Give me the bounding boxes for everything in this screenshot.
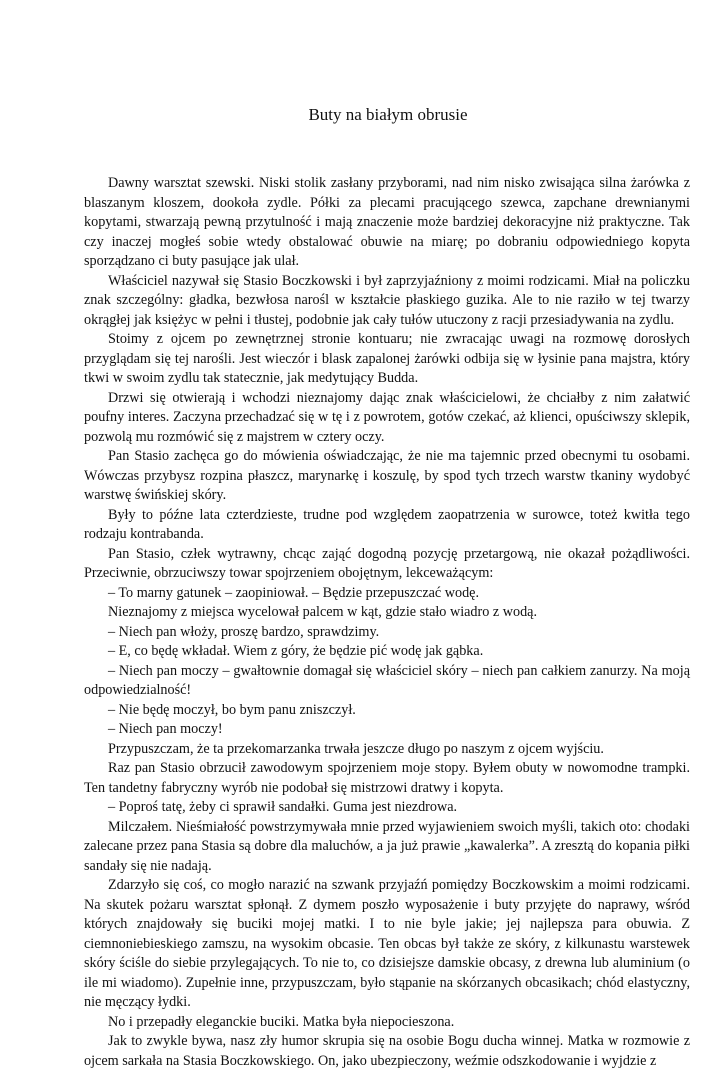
paragraph: Zdarzyło się coś, co mogło narazić na szwank przyjaźń pomiędzy Boczkowskim a moimi rodzicami. Na skutek pożaru warsztat spłonął. Z dymem poszło wyposażenie i buty przyjęte do naprawy, wśród których znajdowały się buciki mojej matki. I to nie byle jakie; jej najlepsza para obuwia. Z ciemnoniebieskiego zamszu, na wysokim obcasie. Ten obcas był także ze skóry, z kilkunastu warstewek skóry ściśle do siebie przylegających. To nie to, co dzisiejsze damskie obcasy, z drewna lub aluminium (o ile mi wiadomo). Zupełnie inne, przypuszczam, było stąpanie na skórzanych obcasikach; chód elastyczny, nie męczący łydki.: [84, 877, 690, 1010]
paragraph: Pan Stasio zachęca go do mówienia oświadczając, że nie ma tajemnic przed obecnymi tu osobami. Wówczas przybysz rozpina płaszcz, marynarkę i koszulę, by spod tych trzech warstw tkaniny wydobyć warstwę świńskiej skóry.: [84, 448, 690, 503]
dialogue-line: – To marny gatunek – zaopiniował. – Będzie przepuszczać wodę.: [108, 584, 480, 601]
dialogue-line: – Niech pan moczy!: [108, 721, 223, 737]
dialogue-line: – Niech pan włoży, proszę bardzo, sprawdzimy.: [108, 623, 380, 640]
paragraph: Były to późne lata czterdzieste, trudne pod względem zaopatrzenia w surowce, toteż kwitła tego rodzaju kontrabanda.: [84, 506, 690, 542]
document-body: [84, 174, 690, 1071]
dialogue-line: – E, co będę wkładał. Wiem z góry, że będzie pić wodę jak gąbka.: [108, 643, 484, 659]
dialogue-line: – Nie będę moczył, bo bym panu zniszczył.: [108, 701, 356, 718]
paragraph: Dawny warsztat szewski. Niski stolik zasłany przyborami, nad nim nisko zwisająca silna żarówka z blaszanym kloszem, dookoła zydle. Półki za plecami pracującego szewca, zapchane drewnianymi kopytami, stwarzają pewną przytulność i mają znaczenie może bardziej dekoracyjne niż praktyczne. Tak czy inaczej mogłeś sobie wtedy obstalować obuwie na miarę; po dobraniu odpowiedniego kopyta sporządzano ci buty pasujące jak ulał.: [84, 175, 690, 269]
paragraph: Drzwi się otwierają i wchodzi nieznajomy dając znak właścicielowi, że chciałby z nim załatwić poufny interes. Zaczyna przechadzać się w tę i z powrotem, gotów czekać, aż klienci, opuściwszy sklepik, pozwolą mu rozmówić się z majstrem w cztery oczy.: [84, 389, 690, 445]
dialogue-line: – Niech pan moczy – gwałtownie domagał się właściciel skóry – niech pan całkiem zanurzy. Na moją odpowiedzialność!: [84, 662, 690, 698]
paragraph: Przypuszczam, że ta przekomarzanka trwała jeszcze długo po naszym z ojcem wyjściu.: [108, 740, 604, 757]
paragraph: Pan Stasio, człek wytrawny, chcąc zająć dogodną pozycję przetargową, nie okazał pożądliwości. Przeciwnie, obrzuciwszy towar spojrzeniem obojętnym, lekceważącym:: [84, 545, 690, 581]
paragraph: Jak to zwykle bywa, nasz zły humor skrupia się na osobie Bogu ducha winnej. Matka w rozmowie z ojcem sarkała na Stasia Boczkowskiego. On, jako ubezpieczony, weźmie odszkodowanie i wyjdzie z: [84, 1033, 690, 1069]
paragraph: No i przepadły eleganckie buciki. Matka była niepocieszona.: [108, 1013, 455, 1030]
document-title: Buty na białym obrusie: [308, 105, 468, 124]
paragraph: Nieznajomy z miejsca wycelował palcem w kąt, gdzie stało wiadro z wodą.: [108, 604, 538, 620]
paragraph: Właściciel nazywał się Stasio Boczkowski i był zaprzyjaźniony z moimi rodzicami. Miał na policzku znak szczególny: gładka, bezwłosa narośl w kształcie płaskiego guzika. Ale to nie raziło w tej twarzy okrągłej jak księżyc w pełni i tłustej, podobnie jak cały tułów utuczony z racji przesiadywania na zydlu.: [84, 272, 690, 328]
paragraph: Raz pan Stasio obrzucił zawodowym spojrzeniem moje stopy. Byłem obuty w nowomodne trampki. Ten tandetny fabryczny wyrób nie podobał się mistrzowi dratwy i kopyta.: [84, 760, 690, 796]
dialogue-line: – Poproś tatę, żeby ci sprawił sandałki. Guma jest niezdrowa.: [108, 799, 458, 815]
paragraph: Milczałem. Nieśmiałość powstrzymywała mnie przed wyjawieniem swoich myśli, takich oto: chodaki zalecane przez pana Stasia są dobre dla maluchów, a ja już prawie „kawalerka”. A zresztą do kopania piłki sandały się nie nadają.: [84, 818, 690, 874]
paragraph: Stoimy z ojcem po zewnętrznej stronie kontuaru; nie zwracając uwagi na rozmowę dorosłych przyglądam się tej naroślі. Jest wieczór i blask zapalonej żarówki odbija się w łysinie pana majstra, który tkwi w swoim zydlu tak statecznie, jak medytujący Budda.: [84, 331, 690, 386]
